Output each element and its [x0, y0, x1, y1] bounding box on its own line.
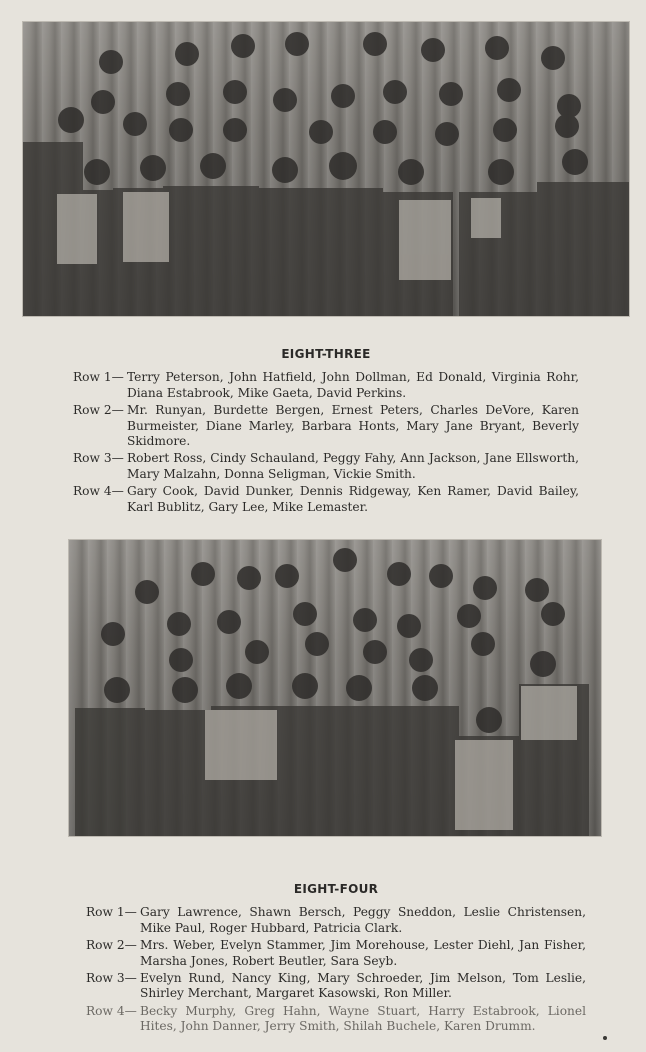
row-names: Terry Peterson, John Hatfield, John Dollman, Ed Donald, Virginia Rohr, Diana Estabrook, Mike Gaeta, David Perkins. — [127, 370, 579, 400]
class-photo-eight-three — [23, 22, 629, 316]
photo-figures — [23, 22, 629, 316]
caption-row — [86, 938, 586, 969]
row-label: Row 2— — [73, 403, 124, 418]
section-title: EIGHT-FOUR — [293, 882, 379, 896]
row-label: Row 3— — [86, 971, 137, 986]
caption-eight-four — [86, 882, 586, 1037]
photo-figures — [69, 540, 601, 836]
row-label: Row 1— — [73, 370, 124, 385]
caption-row — [73, 451, 579, 482]
caption-row — [73, 484, 579, 515]
row-label: Row 4— — [86, 1003, 137, 1018]
row-names: Mrs. Weber, Evelyn Stammer, Jim Morehouse, Lester Diehl, Jan Fisher, Marsha Jones, Robert Beutler, Sara Seyb. — [140, 938, 586, 968]
caption-row — [73, 403, 579, 449]
row-names: Evelyn Rund, Nancy King, Mary Schroeder, Jim Melson, Tom Leslie, Shirley Merchant, Margaret Kasowski, Ron Miller. — [140, 971, 586, 1001]
section-title: EIGHT-THREE — [281, 347, 371, 361]
caption-row — [86, 1004, 586, 1035]
row-names: Gary Cook, David Dunker, Dennis Ridgeway, Ken Ramer, David Bailey, Karl Bublitz, Gary Lee, Mike Lemaster. — [127, 484, 579, 514]
caption-eight-three — [73, 347, 579, 517]
row-label: Row 1— — [86, 905, 137, 920]
row-names: Robert Ross, Cindy Schauland, Peggy Fahy, Ann Jackson, Jane Ellsworth, Mary Malzahn, Donna Seligman, Vickie Smith. — [127, 451, 579, 481]
caption-row — [86, 905, 586, 936]
row-label: Row 2— — [86, 938, 137, 953]
caption-row — [73, 370, 579, 401]
row-names: Gary Lawrence, Shawn Bersch, Peggy Sneddon, Leslie Christensen, Mike Paul, Roger Hubbard, Patricia Clark. — [140, 905, 586, 935]
class-photo-eight-four — [69, 540, 601, 836]
row-names: Becky Murphy, Greg Hahn, Wayne Stuart, Harry Estabrook, Lionel Hites, John Danner, Jerry Smith, Shilah Buchele, Karen Drumm. — [140, 1003, 586, 1034]
row-label: Row 3— — [73, 451, 124, 466]
row-label: Row 4— — [73, 484, 124, 499]
row-names: Mr. Runyan, Burdette Bergen, Ernest Peters, Charles DeVore, Karen Burmeister, Diane Marley, Barbara Honts, Mary Jane Bryant, Beverly Skidmore. — [127, 403, 579, 449]
ink-dot — [603, 1036, 607, 1040]
caption-row — [86, 971, 586, 1002]
